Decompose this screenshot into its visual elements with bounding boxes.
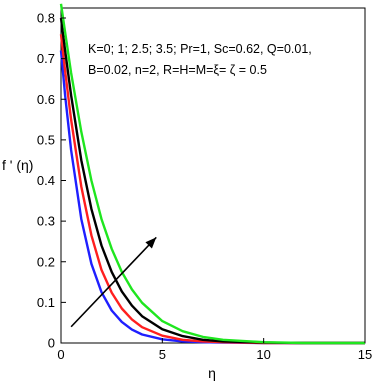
annotation-line-1: K=0; 1; 2.5; 3.5; Pr=1, Sc=0.62, Q=0.01, (88, 42, 312, 56)
y-tick-label: 0.5 (36, 132, 55, 148)
y-tick-label: 0.3 (36, 213, 55, 229)
x-tick-label: 0 (57, 347, 65, 362)
annotation-line-2: B=0.02, n=2, R=H=M=ξ= ζ = 0.5 (88, 63, 267, 77)
y-tick-label: 0 (47, 335, 55, 351)
x-tick-label: 5 (158, 347, 166, 362)
y-tick-label: 0.1 (36, 294, 55, 310)
series-line-1 (61, 51, 365, 344)
plot-frame (61, 8, 365, 343)
y-tick-label: 0.7 (36, 51, 55, 67)
y-tick-label: 0.8 (36, 10, 55, 26)
x-tick-label: 15 (357, 347, 373, 362)
y-tick-label: 0.6 (36, 91, 55, 107)
y-axis-label: f ' (η) (2, 157, 34, 173)
y-tick-label: 0.2 (36, 254, 55, 270)
x-axis-label: η (208, 365, 216, 381)
x-tick-label: 10 (256, 347, 271, 362)
series-line-2 (61, 34, 365, 343)
y-tick-label: 0.4 (36, 173, 55, 188)
